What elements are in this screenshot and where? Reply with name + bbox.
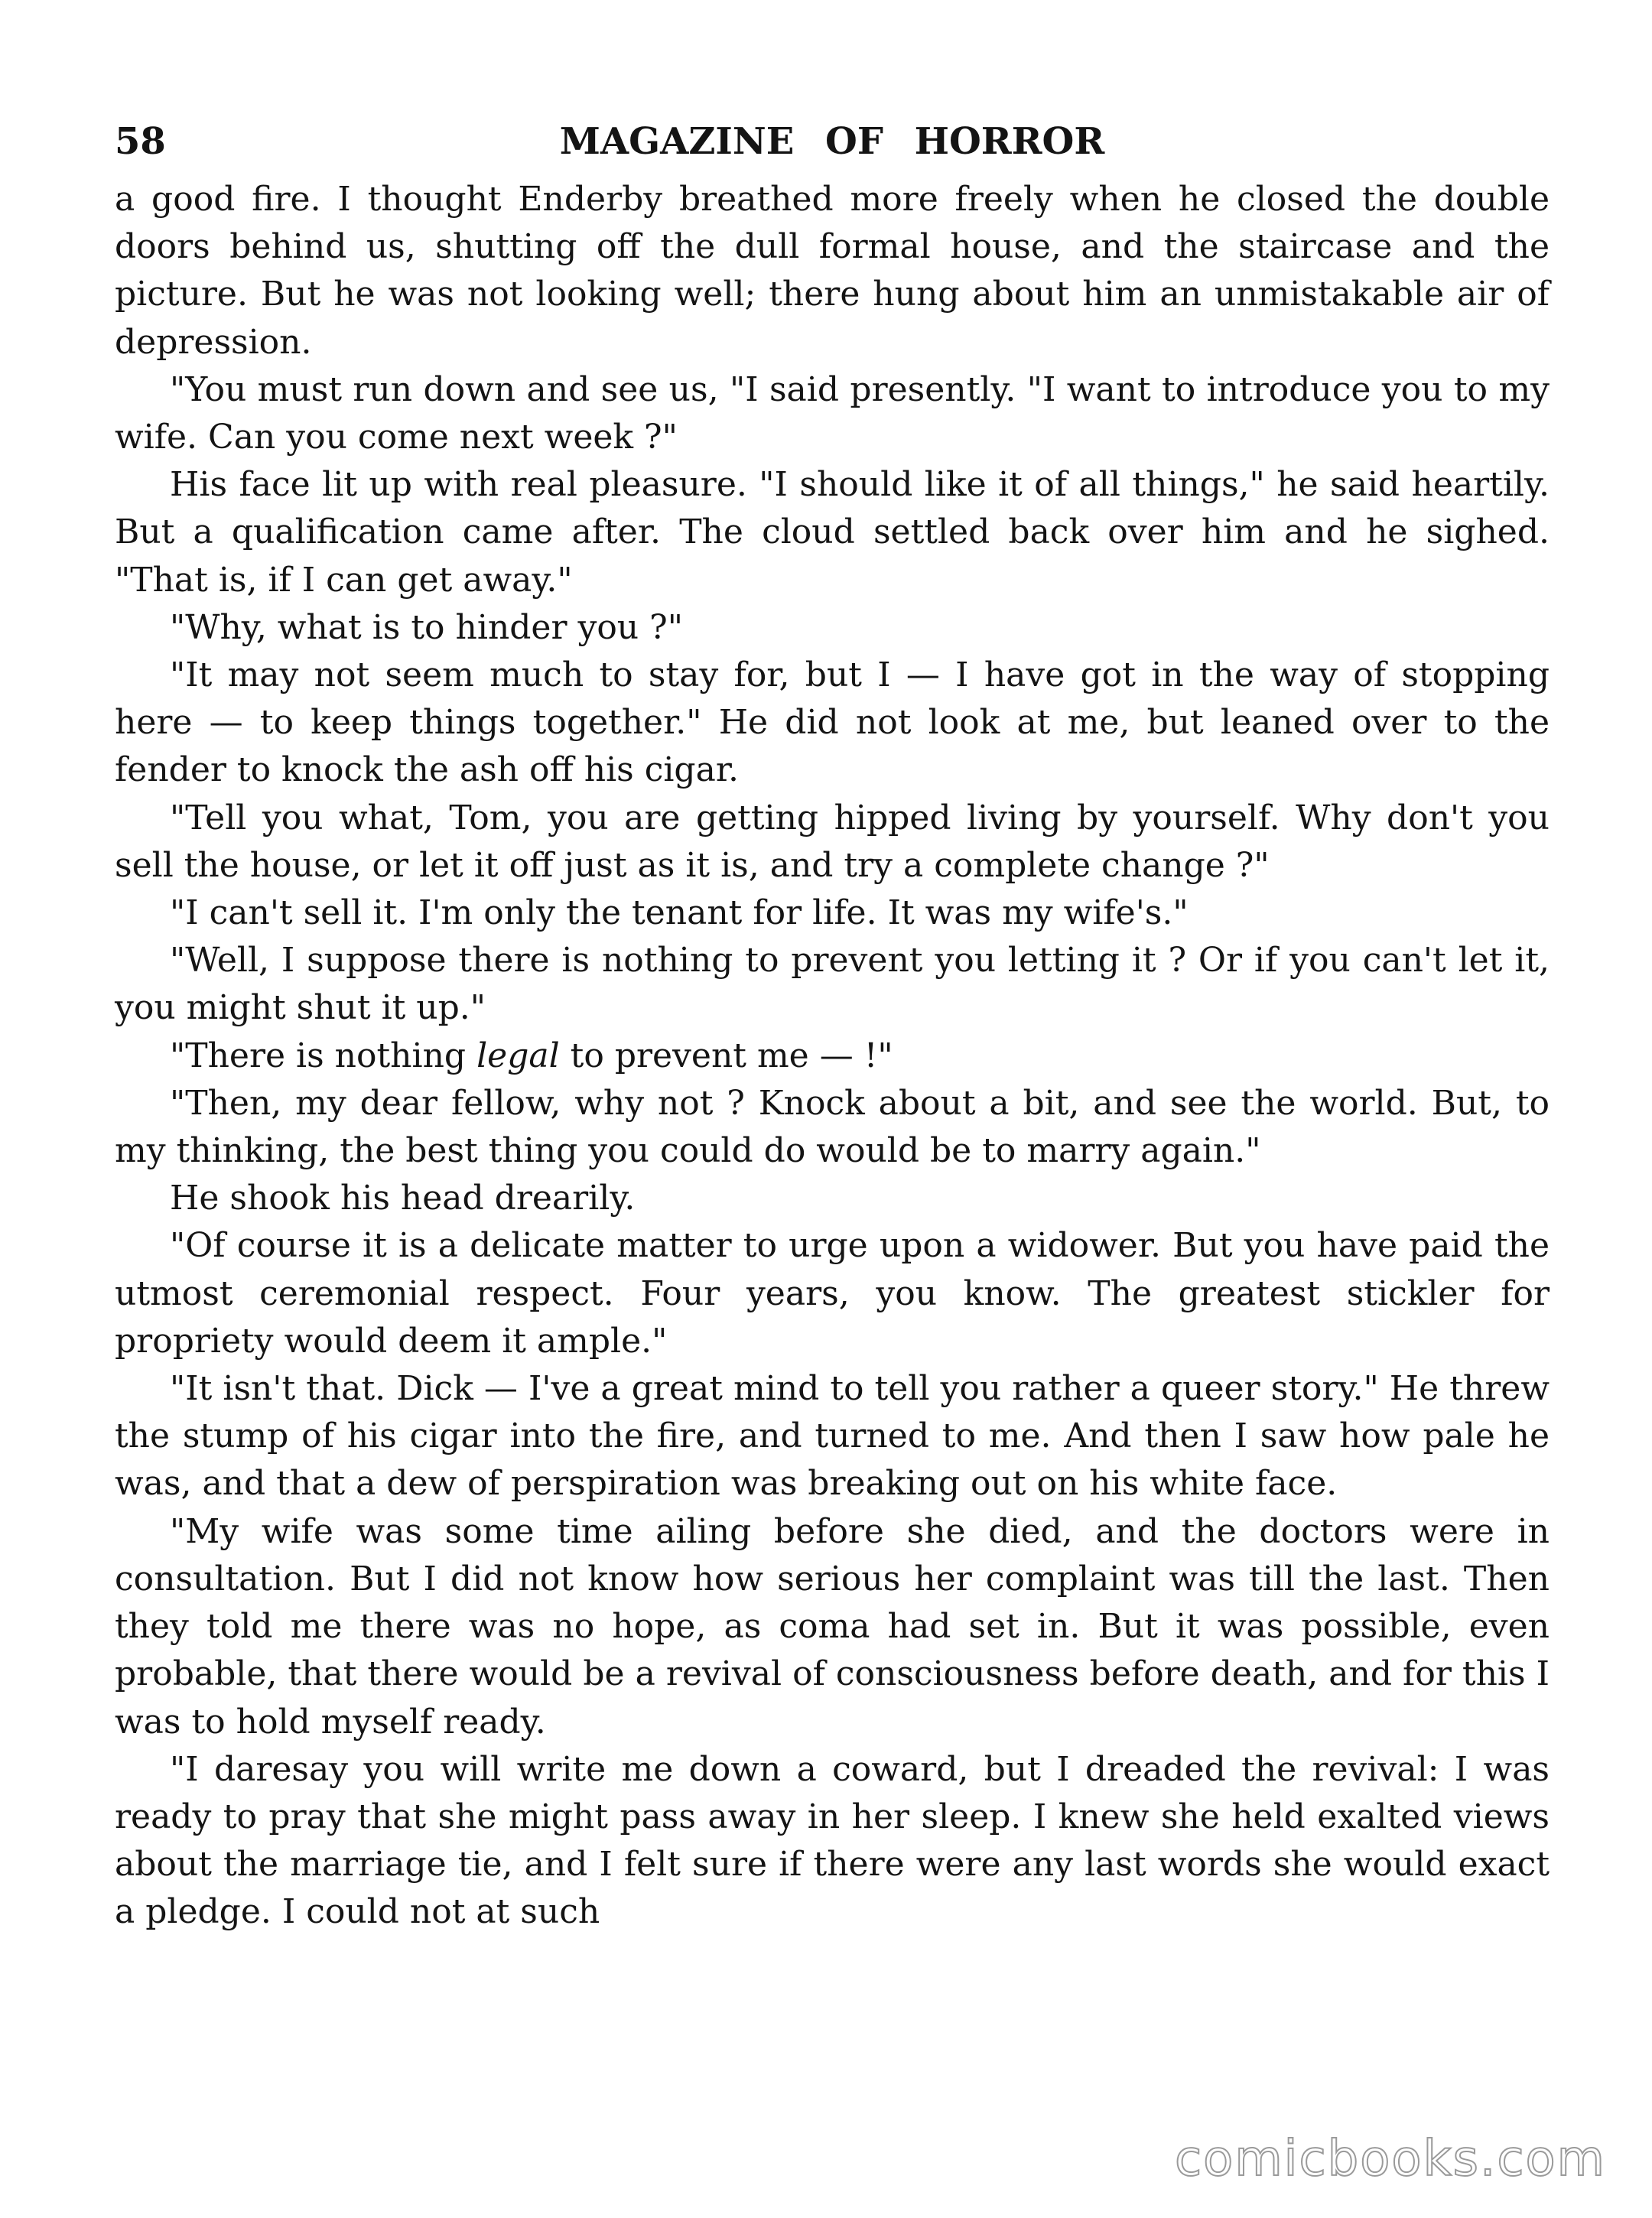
- book-page: [115, 107, 1550, 1937]
- paragraph-continued: a good fire. I thought Enderby breathed more freely when he closed the double doors behind us, shutting off the dull formal house, and the staircase and the picture. But he was not looking well; there hung about him an unmistakable air of depression.: [115, 180, 1550, 362]
- page-number: 58: [115, 120, 166, 163]
- paragraph: "Tell you what, Tom, you are getting hipped living by yourself. Why don't you sell the house, or let it off just as it is, and try a complete change ?": [115, 798, 1550, 885]
- watermark-logo: comicbooks.com: [1174, 2131, 1606, 2187]
- paragraph-text: "There is nothing: [170, 1036, 477, 1075]
- paragraph: His face lit up with real pleasure. "I should like it of all things," he said heartily. But a qualification came after. The cloud settled back over him and he sighed. "That is, if I can get away.": [115, 465, 1550, 600]
- paragraph: "My wife was some time ailing before she died, and the doctors were in consultation. But I did not know how serious her complaint was till the last. Then they told me there was no hope, as coma had set in. But it was possible, even probable, that there would be a revival of consciousness before death, and for this I was to hold myself ready.: [115, 1511, 1550, 1742]
- paragraph: "I can't sell it. I'm only the tenant for life. It was my wife's.": [170, 893, 1189, 933]
- paragraph: "Why, what is to hinder you ?": [170, 607, 683, 647]
- emphasis-legal: legal: [476, 1036, 560, 1075]
- running-head: [115, 107, 1550, 176]
- paragraph: "Of course it is a delicate matter to urge upon a widower. But you have paid the utmost ceremonial respect. Four years, you know. The greatest stickler for propriety would deem it ample.": [115, 1226, 1550, 1361]
- paragraph: "Well, I suppose there is nothing to prevent you letting it ? Or if you can't let it, you might shut it up.": [115, 941, 1550, 1028]
- paragraph: "I daresay you will write me down a coward, but I dreaded the revival: I was ready to pray that she might pass away in her sleep. I knew she held exalted views about the marriage tie, and I felt sure if there were any last words she would exact a pledge. I could not at such: [115, 1749, 1550, 1932]
- paragraph: "It may not seem much to stay for, but I — I have got in the way of stopping here — to keep things together." He did not look at me, but leaned over to the fender to knock the ash off his cigar.: [115, 655, 1550, 790]
- paragraph: "You must run down and see us, "I said presently. "I want to introduce you to my wife. Can you come next week ?": [115, 369, 1550, 457]
- paragraph-with-emphasis: [115, 1033, 1550, 1080]
- paragraph: "Then, my dear fellow, why not ? Knock about a bit, and see the world. But, to my thinking, the best thing you could do would be to marry again.": [115, 1083, 1550, 1171]
- story-text: [115, 176, 1550, 1937]
- paragraph: He shook his head drearily.: [170, 1179, 636, 1218]
- magazine-title: MAGAZINE OF HORROR: [559, 120, 1105, 163]
- paragraph-text: to prevent me — !": [559, 1036, 893, 1075]
- paragraph: "It isn't that. Dick — I've a great mind to tell you rather a queer story." He threw the stump of his cigar into the fire, and turned to me. And then I saw how pale he was, and that a dew of perspiration was breaking out on his white face.: [115, 1369, 1550, 1504]
